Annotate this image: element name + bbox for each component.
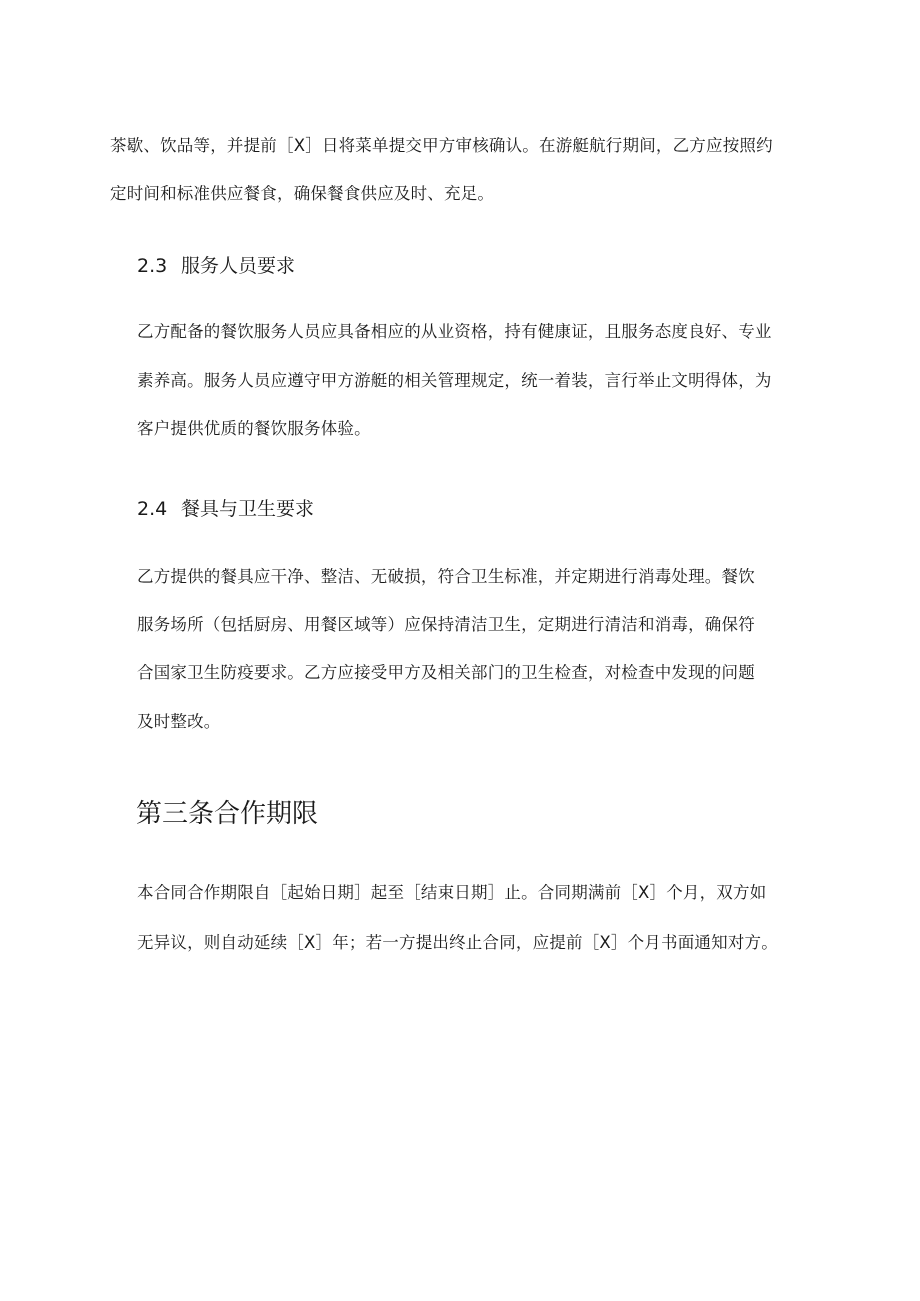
section-number: 2.3 [137,255,168,277]
article-heading: 第三条合作期限 [136,799,319,829]
paragraph-line: 合国家卫生防疫要求。乙方应接受甲方及相关部门的卫生检查，对检查中发现的问题 [137,663,755,682]
section-number: 2.4 [137,498,168,520]
paragraph-line: 茶歇、饮品等，并提前［X］日将菜单提交甲方审核确认。在游艇航行期间，乙方应按照约 [110,136,773,155]
section-heading-2-3 [137,253,295,279]
paragraph-line: 无异议，则自动延续［X］年；若一方提出终止合同，应提前［X］个月书面通知对方。 [137,933,778,952]
paragraph-line: 乙方配备的餐饮服务人员应具备相应的从业资格，持有健康证，且服务态度良好、专业 [137,322,772,341]
section-heading-2-4 [137,496,314,522]
paragraph-line: 乙方提供的餐具应干净、整洁、无破损，符合卫生标准，并定期进行消毒处理。餐饮 [137,567,755,586]
paragraph-line: 及时整改。 [137,712,221,731]
section-title: 服务人员要求 [181,255,296,277]
paragraph-line: 定时间和标准供应餐食，确保餐食供应及时、充足。 [110,184,495,203]
paragraph-line: 服务场所（包括厨房、用餐区域等）应保持清洁卫生，定期进行清洁和消毒，确保符 [137,615,755,634]
paragraph-line: 素养高。服务人员应遵守甲方游艇的相关管理规定，统一着装，言行举止文明得体，为 [137,371,772,390]
section-title: 餐具与卫生要求 [181,498,315,520]
paragraph-line: 本合同合作期限自［起始日期］起至［结束日期］止。合同期满前［X］个月，双方如 [137,883,767,902]
paragraph-line: 客户提供优质的餐饮服务体验。 [137,419,371,438]
